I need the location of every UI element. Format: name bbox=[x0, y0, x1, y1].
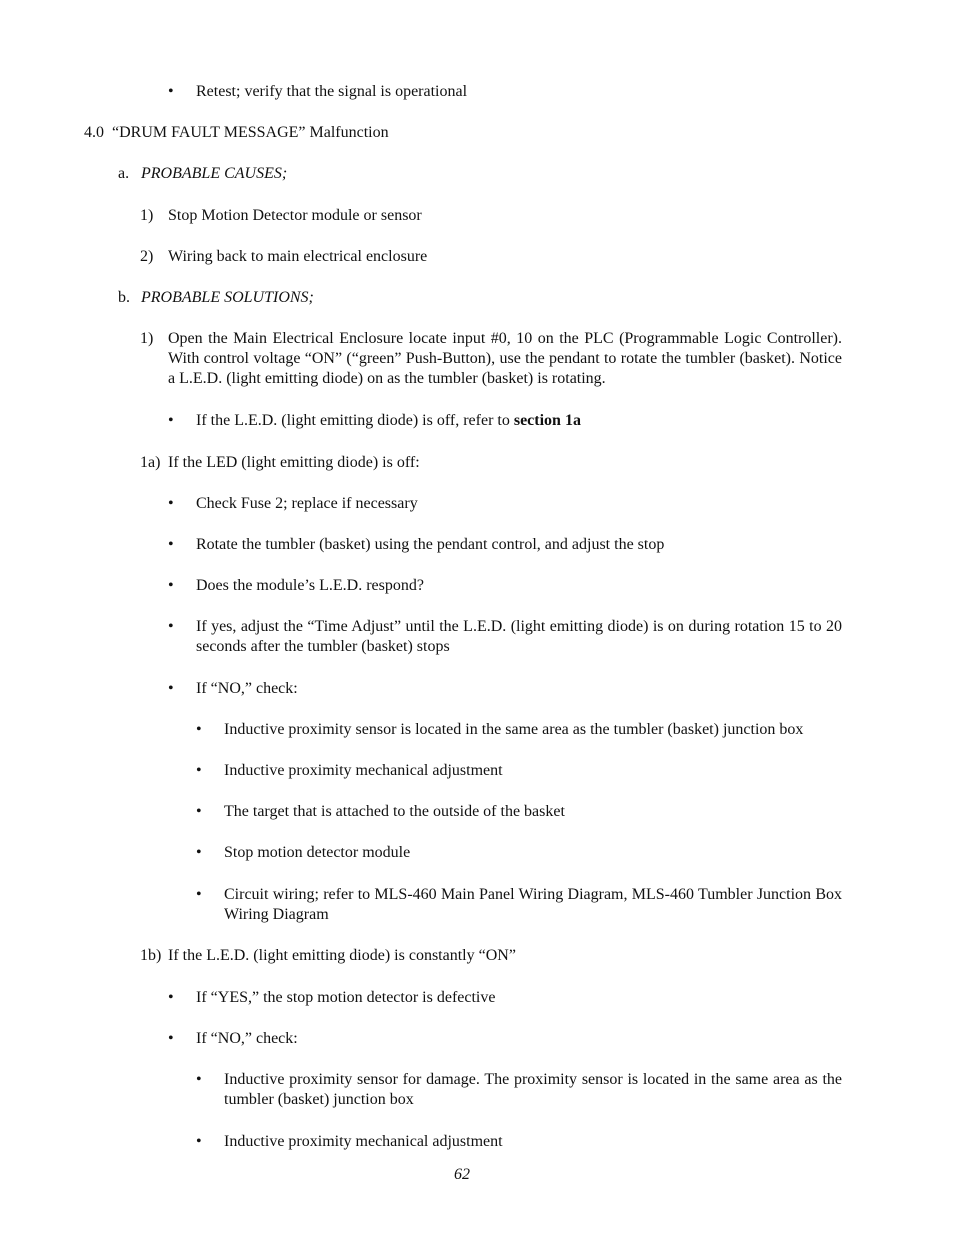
retest-text: Retest; verify that the signal is operational bbox=[196, 83, 468, 100]
proximity-mechanical-text: Inductive proximity mechanical adjustment bbox=[224, 762, 503, 779]
if-no-check-text: If “NO,” check: bbox=[196, 680, 298, 697]
cause-1-text: Stop Motion Detector module or sensor bbox=[168, 207, 422, 224]
bullet: • bbox=[196, 886, 202, 903]
led-off-text bbox=[196, 411, 581, 431]
module-respond-text: Does the module’s L.E.D. respond? bbox=[196, 577, 424, 594]
probable-solutions-heading: PROBABLE SOLUTIONS; bbox=[141, 289, 314, 306]
bullet: • bbox=[168, 83, 174, 100]
bullet: • bbox=[196, 1071, 202, 1088]
bullet: • bbox=[196, 803, 202, 820]
bullet: • bbox=[196, 1133, 202, 1150]
step-1b-number: 1b) bbox=[140, 947, 162, 964]
list-label-b: b. bbox=[118, 289, 130, 306]
circuit-wiring-text: Circuit wiring; refer to MLS-460 Main Panel Wiring Diagram, MLS-460 Tumbler Junction Box Wiring Diagram bbox=[224, 886, 842, 923]
bullet: • bbox=[168, 536, 174, 553]
bullet: • bbox=[196, 844, 202, 861]
step-1a-text: If the LED (light emitting diode) is off: bbox=[168, 454, 420, 471]
rotate-tumbler-text: Rotate the tumbler (basket) using the pendant control, and adjust the stop bbox=[196, 536, 665, 553]
list-label-a: a. bbox=[118, 165, 130, 182]
check-fuse-text: Check Fuse 2; replace if necessary bbox=[196, 495, 418, 512]
bullet: • bbox=[168, 412, 174, 429]
solution-1-number: 1) bbox=[140, 330, 154, 347]
probable-causes-heading: PROBABLE CAUSES; bbox=[141, 165, 288, 182]
bullet: • bbox=[168, 618, 174, 635]
if-no-check-text-2: If “NO,” check: bbox=[196, 1030, 298, 1047]
cause-1-number: 1) bbox=[140, 207, 154, 224]
stop-motion-module-text: Stop motion detector module bbox=[224, 844, 411, 861]
section-title: “DRUM FAULT MESSAGE” Malfunction bbox=[112, 124, 389, 141]
bullet: • bbox=[168, 1030, 174, 1047]
step-1b-text: If the L.E.D. (light emitting diode) is constantly “ON” bbox=[168, 947, 516, 964]
if-yes-adjust-text: If yes, adjust the “Time Adjust” until the L.E.D. (light emitting diode) is on during rotation 15 to 20 seconds after the tumbler (basket) stops bbox=[196, 618, 842, 655]
target-text: The target that is attached to the outside of the basket bbox=[224, 803, 565, 820]
cause-2-number: 2) bbox=[140, 248, 154, 265]
bullet: • bbox=[168, 680, 174, 697]
proximity-mechanical-text-2: Inductive proximity mechanical adjustment bbox=[224, 1133, 503, 1150]
section-number: 4.0 bbox=[84, 124, 104, 141]
section-1a-reference: section 1a bbox=[513, 412, 581, 429]
proximity-damage-text: Inductive proximity sensor for damage. The proximity sensor is located in the same area as the tumbler (basket) junction box bbox=[224, 1071, 842, 1108]
solution-1-text: Open the Main Electrical Enclosure locate input #0, 10 on the PLC (Programmable Logic Controller). With control voltage “ON” (“green” Push-Button), use the pendant to rotate the tumbler (basket). Notice a L.E.D. (light emitting diode) on as the tumbler (basket) is rotating. bbox=[168, 330, 842, 387]
bullet: • bbox=[168, 495, 174, 512]
cause-2-text: Wiring back to main electrical enclosure bbox=[168, 248, 428, 265]
led-off-prefix: If the L.E.D. (light emitting diode) is off, refer to bbox=[196, 412, 510, 429]
if-yes-defective-text: If “YES,” the stop motion detector is defective bbox=[196, 989, 496, 1006]
bullet: • bbox=[196, 721, 202, 738]
bullet: • bbox=[196, 762, 202, 779]
bullet: • bbox=[168, 577, 174, 594]
bullet: • bbox=[168, 989, 174, 1006]
proximity-location-text: Inductive proximity sensor is located in the same area as the tumbler (basket) junction box bbox=[224, 721, 804, 738]
page-number: 62 bbox=[454, 1166, 470, 1183]
step-1a-number: 1a) bbox=[140, 454, 161, 471]
